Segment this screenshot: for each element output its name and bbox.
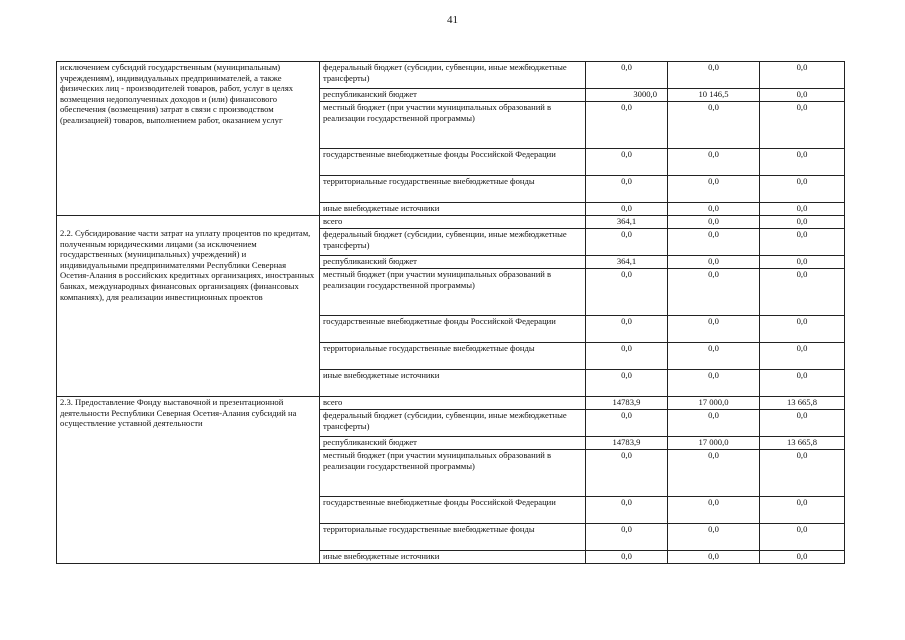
- value-year-2: 17 000,0: [668, 397, 760, 410]
- value-year-1: 0,0: [586, 497, 668, 524]
- value-year-2: 0,0: [668, 176, 760, 203]
- value-year-2: 0,0: [668, 256, 760, 269]
- value-year-3: 0,0: [760, 524, 845, 551]
- value-year-1: 14783,9: [586, 397, 668, 410]
- value-year-1: 0,0: [586, 62, 668, 89]
- funding-source: государственные внебюджетные фонды Российской Федерации: [320, 316, 586, 343]
- value-year-2: 0,0: [668, 216, 760, 229]
- value-year-1: 364,1: [586, 216, 668, 229]
- value-year-2: 0,0: [668, 62, 760, 89]
- value-year-2: 0,0: [668, 450, 760, 497]
- funding-source: государственные внебюджетные фонды Российской Федерации: [320, 497, 586, 524]
- value-year-1: 0,0: [586, 370, 668, 397]
- value-year-2: 0,0: [668, 524, 760, 551]
- funding-source: территориальные государственные внебюджетные фонды: [320, 343, 586, 370]
- value-year-1: 0,0: [586, 410, 668, 437]
- value-year-3: 0,0: [760, 497, 845, 524]
- funding-source: федеральный бюджет (субсидии, субвенции, иные межбюджетные трансферты): [320, 410, 586, 437]
- value-year-2: 0,0: [668, 229, 760, 256]
- value-year-3: 0,0: [760, 176, 845, 203]
- value-year-1: 14783,9: [586, 437, 668, 450]
- value-year-1: 0,0: [586, 102, 668, 149]
- value-year-1: 0,0: [586, 229, 668, 256]
- funding-source: федеральный бюджет (субсидии, субвенции, иные межбюджетные трансферты): [320, 62, 586, 89]
- value-year-3: 0,0: [760, 102, 845, 149]
- funding-source: местный бюджет (при участии муниципальных образований в реализации государственной программы): [320, 102, 586, 149]
- value-year-1: 364,1: [586, 256, 668, 269]
- value-year-1: 0,0: [586, 524, 668, 551]
- funding-source: республиканский бюджет: [320, 89, 586, 102]
- value-year-1: 0,0: [586, 450, 668, 497]
- value-year-2: 10 146,5: [668, 89, 760, 102]
- value-year-3: 0,0: [760, 450, 845, 497]
- value-year-3: 0,0: [760, 89, 845, 102]
- measure-description: 2.2. Субсидирование части затрат на уплату процентов по кредитам, полученным юридическими лицами (за исключением государственных (муниципальных) учреждений) и индивидуальными предпринимателями Республики Северная Осетия-Алания в российских кредитных организациях, иностранных банках, международных финансовых организациях (финансовых компаниях), для реализации инвестиционных проектов: [57, 216, 320, 397]
- value-year-1: 0,0: [586, 149, 668, 176]
- value-year-1: 3000,0: [586, 89, 668, 102]
- table-row: [57, 397, 845, 410]
- funding-source: территориальные государственные внебюджетные фонды: [320, 524, 586, 551]
- value-year-3: 0,0: [760, 316, 845, 343]
- funding-source: территориальные государственные внебюджетные фонды: [320, 176, 586, 203]
- value-year-1: 0,0: [586, 176, 668, 203]
- value-year-3: 0,0: [760, 410, 845, 437]
- table-row: [57, 62, 845, 89]
- value-year-3: 0,0: [760, 62, 845, 89]
- value-year-3: 0,0: [760, 551, 845, 564]
- value-year-2: 0,0: [668, 203, 760, 216]
- value-year-2: 0,0: [668, 410, 760, 437]
- funding-source: государственные внебюджетные фонды Российской Федерации: [320, 149, 586, 176]
- measure-description: 2.3. Предоставление Фонду выставочной и презентационной деятельности Республики Северная Осетия-Алания субсидий на осуществление уставной деятельности: [57, 397, 320, 564]
- value-year-1: 0,0: [586, 343, 668, 370]
- value-year-2: 0,0: [668, 370, 760, 397]
- funding-source: иные внебюджетные источники: [320, 551, 586, 564]
- value-year-1: 0,0: [586, 269, 668, 316]
- value-year-2: 17 000,0: [668, 437, 760, 450]
- funding-source: иные внебюджетные источники: [320, 370, 586, 397]
- value-year-3: 0,0: [760, 343, 845, 370]
- value-year-3: 0,0: [760, 256, 845, 269]
- value-year-3: 0,0: [760, 203, 845, 216]
- value-year-3: 13 665,8: [760, 437, 845, 450]
- value-year-2: 0,0: [668, 497, 760, 524]
- value-year-1: 0,0: [586, 316, 668, 343]
- table-row: [57, 216, 845, 229]
- value-year-2: 0,0: [668, 269, 760, 316]
- funding-source: республиканский бюджет: [320, 437, 586, 450]
- value-year-1: 0,0: [586, 551, 668, 564]
- funding-source: всего: [320, 397, 586, 410]
- funding-source: федеральный бюджет (субсидии, субвенции, иные межбюджетные трансферты): [320, 229, 586, 256]
- value-year-2: 0,0: [668, 149, 760, 176]
- funding-source: иные внебюджетные источники: [320, 203, 586, 216]
- value-year-2: 0,0: [668, 316, 760, 343]
- funding-source: местный бюджет (при участии муниципальных образований в реализации государственной программы): [320, 269, 586, 316]
- page-number: 41: [447, 14, 458, 26]
- value-year-3: 0,0: [760, 149, 845, 176]
- value-year-2: 0,0: [668, 343, 760, 370]
- value-year-3: 0,0: [760, 216, 845, 229]
- value-year-1: 0,0: [586, 203, 668, 216]
- value-year-3: 0,0: [760, 370, 845, 397]
- value-year-3: 13 665,8: [760, 397, 845, 410]
- measure-description: исключением субсидий государственным (муниципальным) учреждениям), индивидуальных предпринимателей, а также физических лиц - производителей товаров, работ, услуг в целях возмещения недополученных доходов и (или) финансового обеспечения (возмещения) затрат в связи с производством (реализацией) товаров, выполнением работ, оказанием услуг: [57, 62, 320, 216]
- value-year-3: 0,0: [760, 269, 845, 316]
- value-year-2: 0,0: [668, 102, 760, 149]
- funding-source: республиканский бюджет: [320, 256, 586, 269]
- budget-table: [56, 61, 845, 564]
- value-year-3: 0,0: [760, 229, 845, 256]
- value-year-2: 0,0: [668, 551, 760, 564]
- funding-source: всего: [320, 216, 586, 229]
- funding-source: местный бюджет (при участии муниципальных образований в реализации государственной программы): [320, 450, 586, 497]
